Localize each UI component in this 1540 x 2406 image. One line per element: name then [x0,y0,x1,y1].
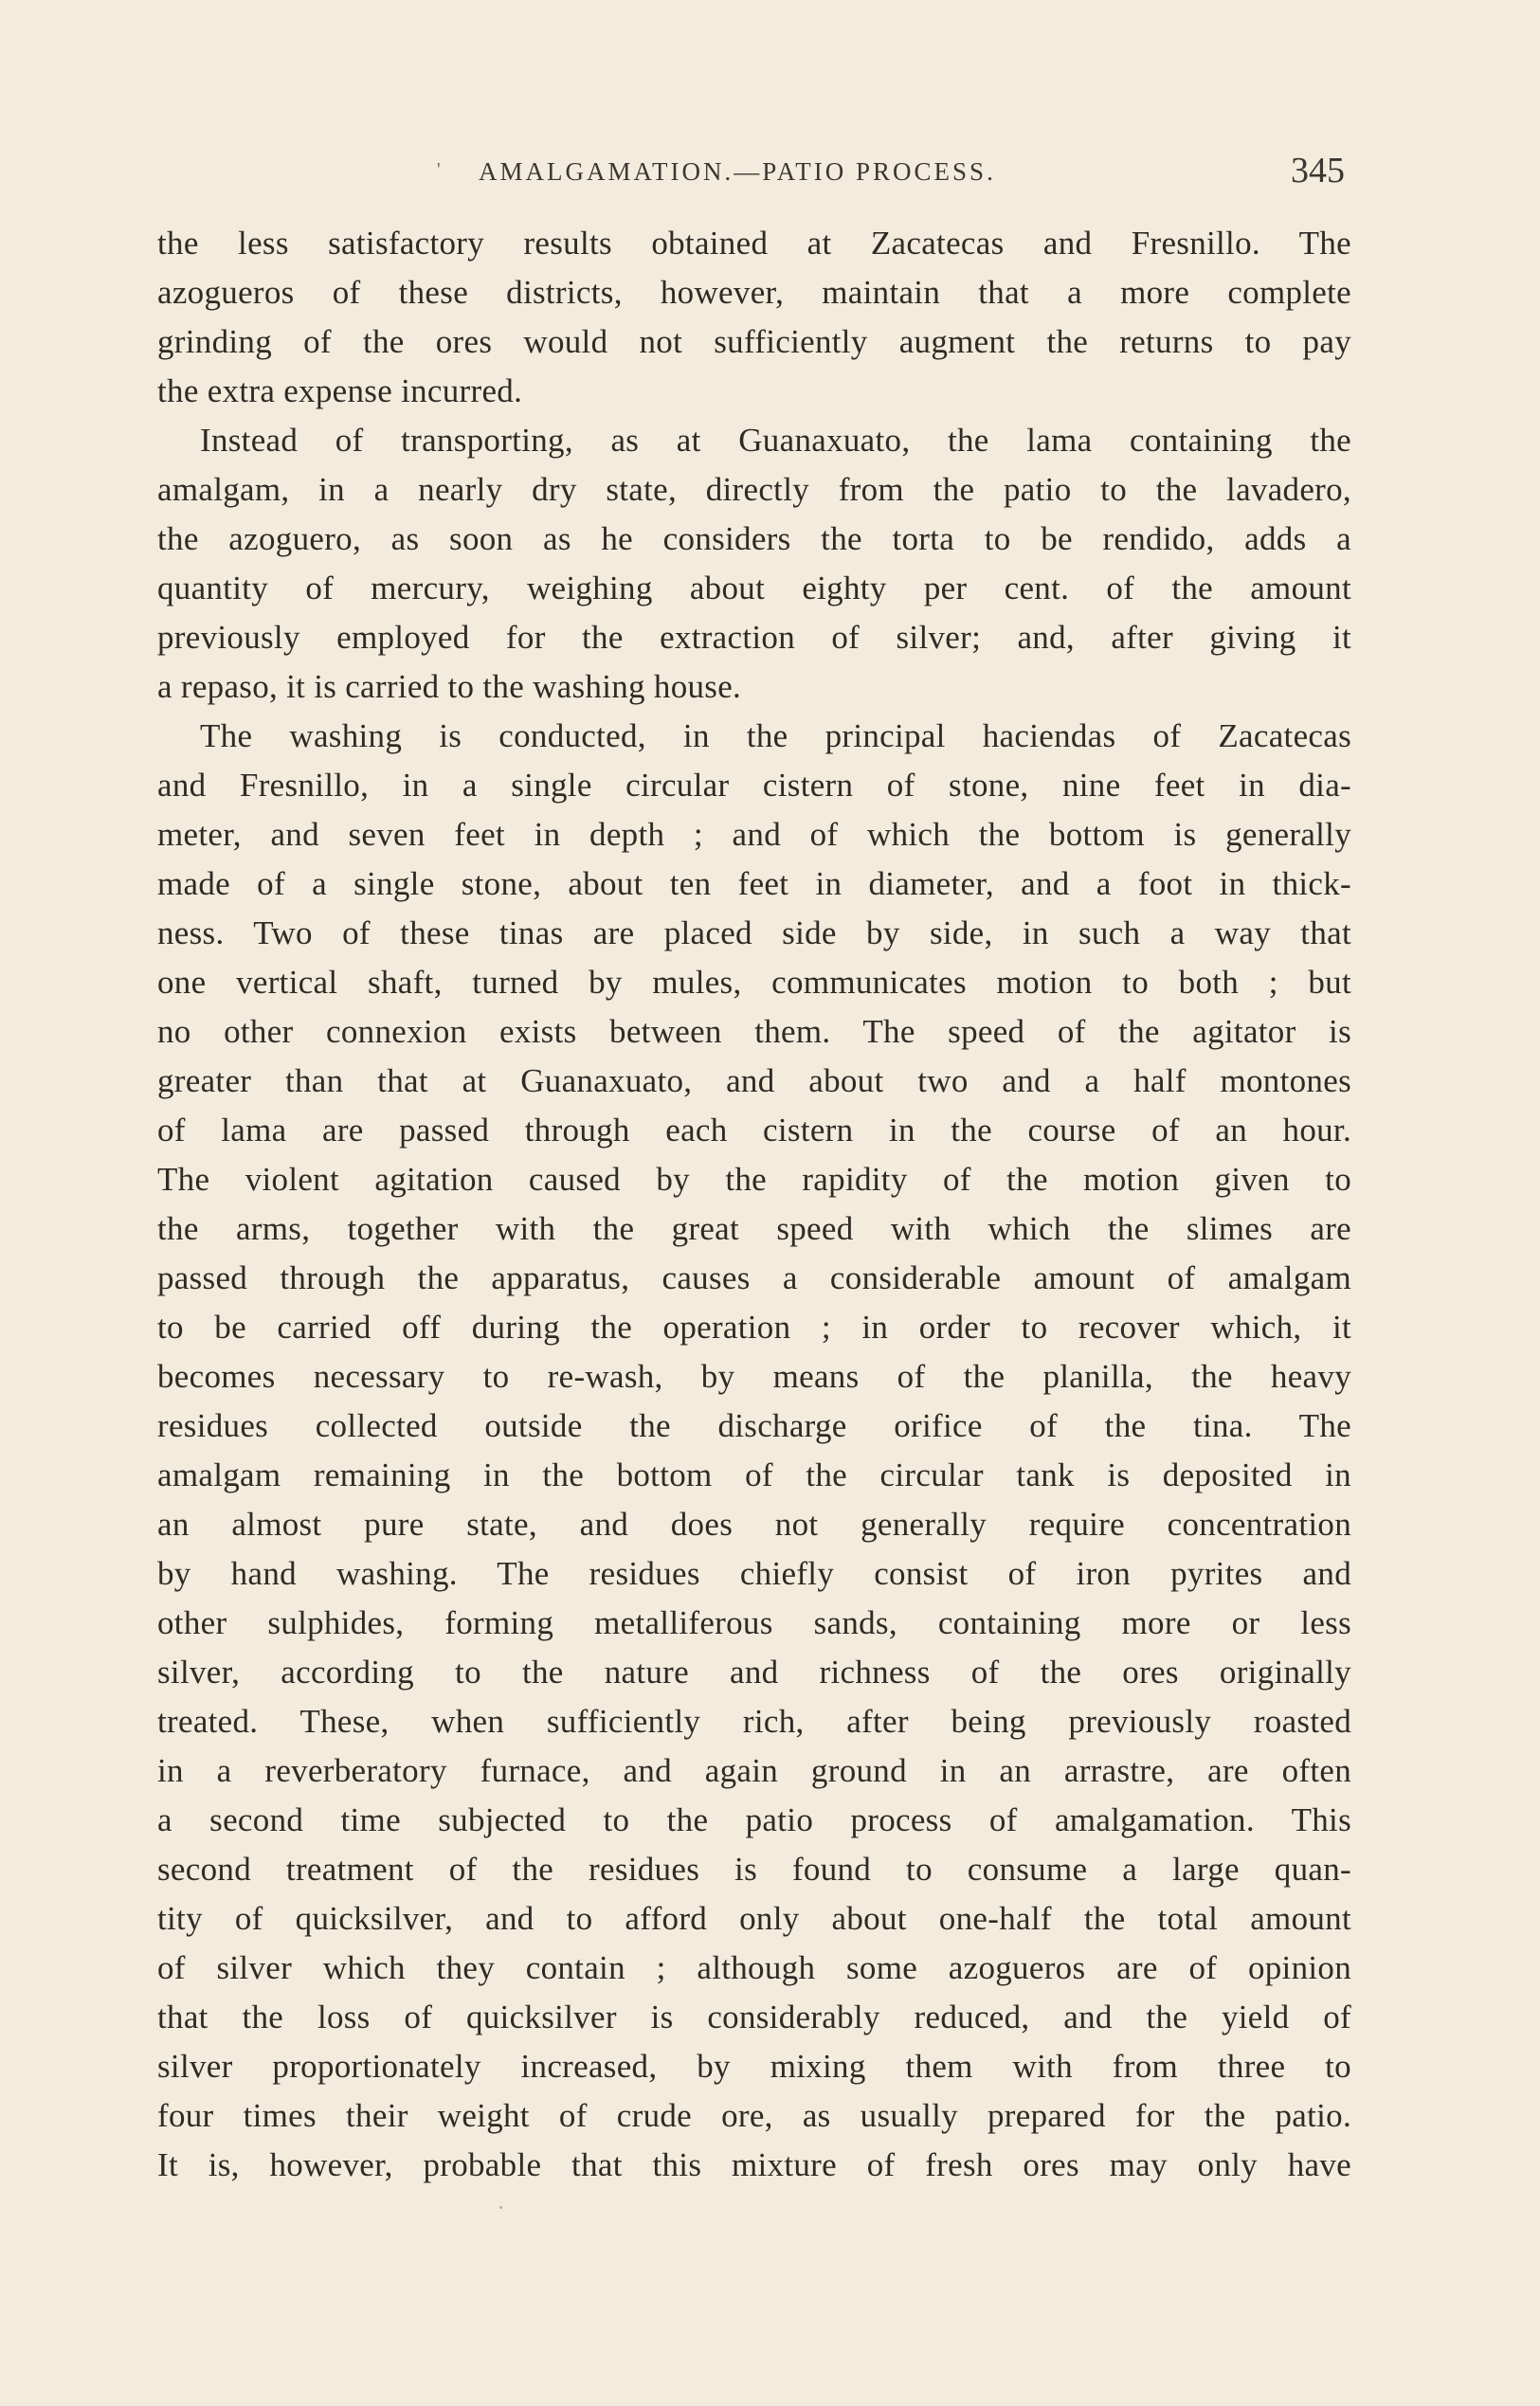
text-line: second treatment of the residues is found to consume a large quan- [157,1851,1351,1888]
text-line: silver proportionately increased, by mixing them with from three to [157,2048,1351,2085]
text-line: that the loss of quicksilver is considerably reduced, and the yield of [157,1999,1351,2035]
text-line: of silver which they contain ; although some azogueros are of opinion [157,1949,1351,1986]
text-line: passed through the apparatus, causes a considerable amount of amalgam [157,1259,1351,1296]
text-line: the azoguero, as soon as he considers the torta to be rendido, adds a [157,520,1351,557]
text-line: one vertical shaft, turned by mules, communicates motion to both ; but [157,964,1351,1001]
running-head [0,150,1540,197]
text-line: made of a single stone, about ten feet in diameter, and a foot in thick- [157,865,1351,902]
text-line: amalgam remaining in the bottom of the circular tank is deposited in [157,1456,1351,1493]
text-line: amalgam, in a nearly dry state, directly from the patio to the lavadero, [157,471,1351,508]
text-line: residues collected outside the discharge orifice of the tina. The [157,1407,1351,1444]
text-line: to be carried off during the operation ; in order to recover which, it [157,1309,1351,1346]
text-line: four times their weight of crude ore, as usually prepared for the patio. [157,2097,1351,2134]
text-line: and Fresnillo, in a single circular cistern of stone, nine feet in dia- [157,767,1351,804]
text-line: azogueros of these districts, however, maintain that a more complete [157,274,1351,311]
text-line: the less satisfactory results obtained at Zacatecas and Fresnillo. The [157,225,1351,262]
text-line: The washing is conducted, in the principal haciendas of Zacatecas [200,717,1351,754]
text-line: in a reverberatory furnace, and again ground in an arrastre, are often [157,1752,1351,1789]
paper-speck [499,2206,502,2209]
text-line: becomes necessary to re-wash, by means of the planilla, the heavy [157,1358,1351,1395]
text-line: treated. These, when sufficiently rich, after being previously roasted [157,1703,1351,1740]
text-line: It is, however, probable that this mixture of fresh ores may only have [157,2146,1351,2183]
page-number: 345 [1291,151,1345,190]
text-line: a repaso, it is carried to the washing house. [157,668,742,705]
text-line: previously employed for the extraction of silver; and, after giving it [157,619,1351,656]
text-line: an almost pure state, and does not generally require concentration [157,1506,1351,1543]
text-line: by hand washing. The residues chiefly consist of iron pyrites and [157,1555,1351,1592]
text-line: a second time subjected to the patio process of amalgamation. This [157,1801,1351,1838]
text-line: silver, according to the nature and richness of the ores originally [157,1654,1351,1691]
text-line: Instead of transporting, as at Guanaxuato, the lama containing the [200,422,1351,459]
text-line: The violent agitation caused by the rapidity of the motion given to [157,1161,1351,1198]
text-line: no other connexion exists between them. The speed of the agitator is [157,1013,1351,1050]
text-line: the arms, together with the great speed with which the slimes are [157,1210,1351,1247]
running-title: AMALGAMATION.—PATIO PROCESS. [479,157,996,186]
text-line: of lama are passed through each cistern in the course of an hour. [157,1112,1351,1149]
text-line: meter, and seven feet in depth ; and of which the bottom is generally [157,816,1351,853]
text-line: ness. Two of these tinas are placed side by side, in such a way that [157,914,1351,951]
text-line: the extra expense incurred. [157,372,523,409]
tick-mark: ' [437,159,441,180]
text-line: tity of quicksilver, and to afford only about one-half the total amount [157,1900,1351,1937]
text-line: other sulphides, forming metalliferous sands, containing more or less [157,1604,1351,1641]
body-text [157,219,1351,2190]
text-line: quantity of mercury, weighing about eighty per cent. of the amount [157,570,1351,606]
text-line: greater than that at Guanaxuato, and about two and a half montones [157,1062,1351,1099]
text-line: grinding of the ores would not sufficiently augment the returns to pay [157,323,1351,360]
